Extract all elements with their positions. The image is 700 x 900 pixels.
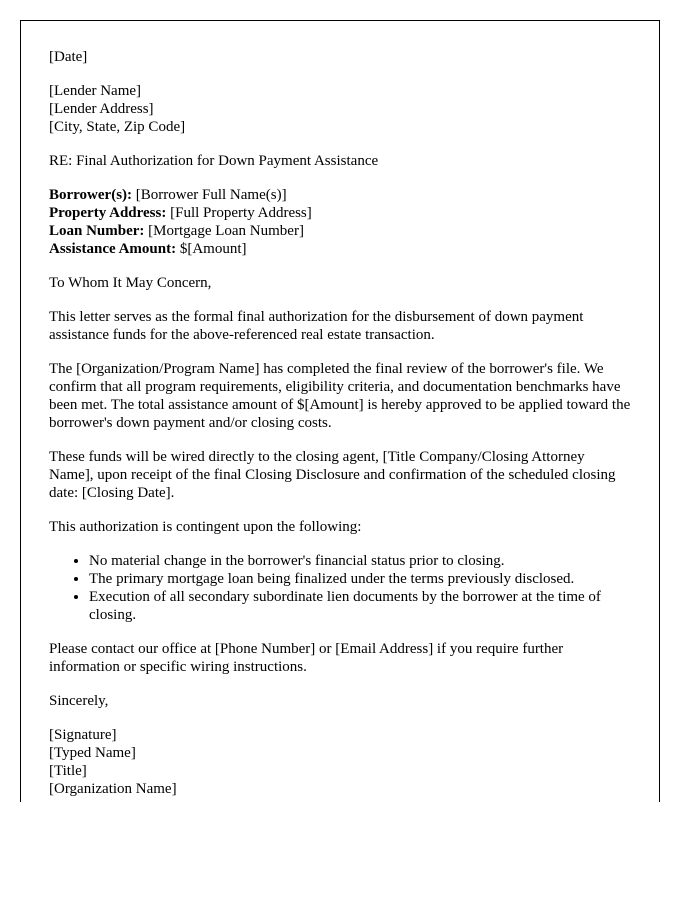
list-item: • The primary mortgage loan being finalized under the terms previously disclosed. xyxy=(89,570,631,588)
organization-name: [Organization Name] xyxy=(49,781,177,797)
loan-number-row xyxy=(49,222,631,240)
typed-name: [Typed Name] xyxy=(49,745,136,761)
loan-number-value: [Mortgage Loan Number] xyxy=(144,223,304,239)
list-item: • No material change in the borrower's financial status prior to closing. xyxy=(89,552,631,570)
paragraph-contingent: This authorization is contingent upon the following: xyxy=(49,519,362,535)
property-row xyxy=(49,204,631,222)
property-value: [Full Property Address] xyxy=(166,205,312,221)
subject-text: RE: Final Authorization for Down Payment Assistance xyxy=(49,153,379,169)
paragraph-wire: These funds will be wired directly to the closing agent, [Title Company/Closing Attorney Name], upon receipt of the final Closing Disclosure and confirmation of the scheduled closing date: [Closing Date]. xyxy=(49,449,616,501)
assistance-amount-label: Assistance Amount: xyxy=(49,241,177,257)
list-item: • Execution of all secondary subordinate lien documents by the borrower at the time of closing. xyxy=(89,588,631,624)
salutation: To Whom It May Concern, xyxy=(49,275,212,291)
signature-block xyxy=(49,726,631,798)
lender-city-state-zip: [City, State, Zip Code] xyxy=(49,119,186,135)
assistance-amount-value: $[Amount] xyxy=(176,241,247,257)
conditions-list xyxy=(49,552,631,624)
closing: Sincerely, xyxy=(49,693,109,709)
paragraph-contact: Please contact our office at [Phone Number] or [Email Address] if you require further information or specific wiring instructions. xyxy=(49,641,564,675)
signature-placeholder: [Signature] xyxy=(49,727,117,743)
subject-line xyxy=(49,152,631,170)
paragraph-review: The [Organization/Program Name] has completed the final review of the borrower's file. We confirm that all program requirements, eligibility criteria, and documentation benchmarks have been met. The total assistance amount of $[Amount] is hereby approved to be applied toward the borrower's down payment and/or closing costs. xyxy=(49,361,631,431)
borrower-value: [Borrower Full Name(s)] xyxy=(132,187,287,203)
borrower-row xyxy=(49,186,631,204)
lender-name: [Lender Name] xyxy=(49,83,142,99)
letter-date: [Date] xyxy=(49,49,88,65)
assistance-amount-row xyxy=(49,240,631,258)
date-line xyxy=(49,48,631,66)
signer-title: [Title] xyxy=(49,763,87,779)
property-label: Property Address: xyxy=(49,205,167,221)
lender-address: [Lender Address] xyxy=(49,101,154,117)
lender-address-block xyxy=(49,82,631,136)
loan-number-label: Loan Number: xyxy=(49,223,145,239)
borrower-label: Borrower(s): xyxy=(49,187,133,203)
loan-details-block xyxy=(49,186,631,258)
paragraph-authorization: This letter serves as the formal final authorization for the disbursement of down payment assistance funds for the above-referenced real estate transaction. xyxy=(49,309,584,343)
letter-page xyxy=(20,20,660,802)
